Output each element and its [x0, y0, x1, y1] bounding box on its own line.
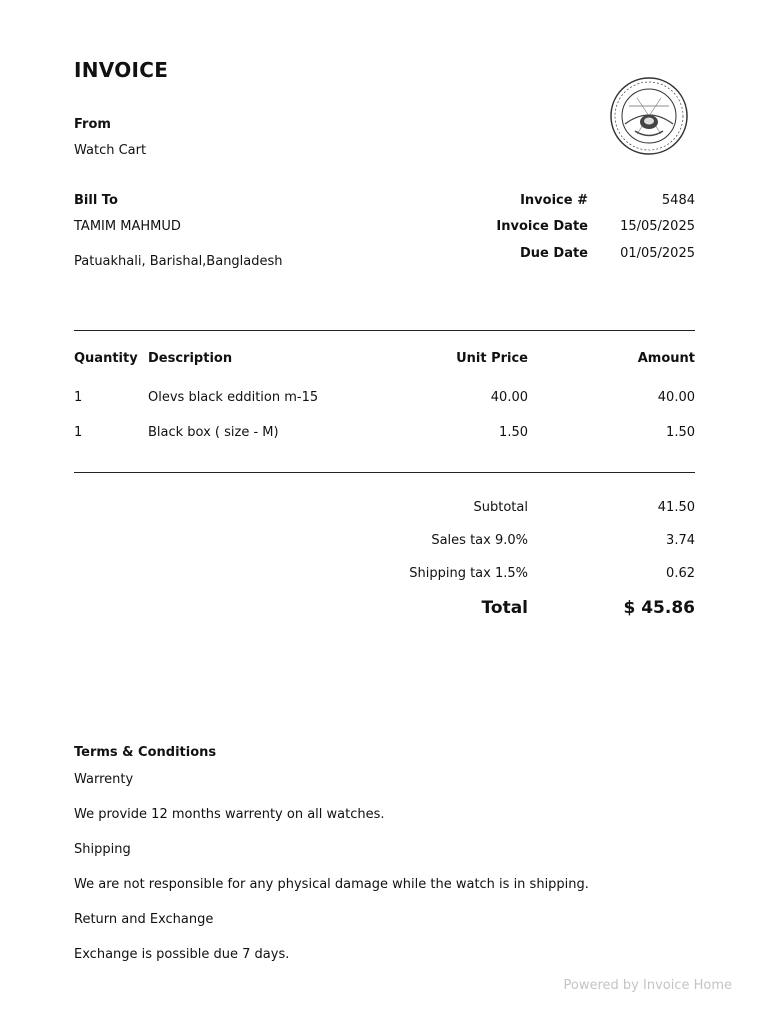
- due-date-label: Due Date: [520, 246, 588, 261]
- bill-to-label: Bill To: [74, 193, 118, 208]
- invoice-date-label: Invoice Date: [496, 219, 588, 234]
- col-description-header: Description: [148, 351, 233, 366]
- row-amount: 1.50: [666, 425, 695, 440]
- subtotal-label: Subtotal: [473, 500, 528, 515]
- table-bottom-divider: [74, 472, 695, 473]
- row-description: Black box ( size - M): [148, 425, 279, 440]
- sales-tax-label: Sales tax 9.0%: [431, 533, 528, 548]
- row-quantity: 1: [74, 390, 83, 405]
- terms-heading: Terms & Conditions: [74, 745, 217, 760]
- invoice-number-value: 5484: [661, 193, 695, 208]
- row-unit-price: 1.50: [499, 425, 528, 440]
- col-quantity-header: Quantity: [74, 351, 138, 366]
- invoice-number-label: Invoice #: [520, 193, 588, 208]
- row-amount: 40.00: [657, 390, 695, 405]
- terms-line: We provide 12 months warrenty on all watches.: [74, 807, 385, 822]
- invoice-title: INVOICE: [74, 58, 169, 82]
- total-label: Total: [481, 598, 528, 618]
- bill-to-address: Patuakhali, Barishal,Bangladesh: [74, 254, 283, 269]
- row-quantity: 1: [74, 425, 83, 440]
- terms-line: Exchange is possible due 7 days.: [74, 947, 290, 962]
- powered-by-footer: Powered by Invoice Home: [563, 978, 732, 993]
- table-top-divider: [74, 330, 695, 331]
- subtotal-value: 41.50: [657, 500, 695, 515]
- row-description: Olevs black eddition m-15: [148, 390, 319, 405]
- terms-line: Warrenty: [74, 772, 134, 787]
- from-label: From: [74, 117, 111, 132]
- terms-line: Shipping: [74, 842, 131, 857]
- row-unit-price: 40.00: [490, 390, 528, 405]
- invoice-date-value: 15/05/2025: [620, 219, 695, 234]
- total-value: $ 45.86: [623, 598, 695, 618]
- shipping-tax-value: 0.62: [666, 566, 695, 581]
- bill-to-name: TAMIM MAHMUD: [74, 219, 181, 234]
- sales-tax-value: 3.74: [666, 533, 695, 548]
- terms-line: We are not responsible for any physical damage while the watch is in shipping.: [74, 877, 589, 892]
- terms-line: Return and Exchange: [74, 912, 214, 927]
- due-date-value: 01/05/2025: [620, 246, 695, 261]
- col-amount-header: Amount: [637, 351, 695, 366]
- col-unit-price-header: Unit Price: [456, 351, 528, 366]
- shipping-tax-label: Shipping tax 1.5%: [409, 566, 528, 581]
- from-name: Watch Cart: [74, 143, 147, 158]
- emblem-seal-icon: [607, 76, 691, 156]
